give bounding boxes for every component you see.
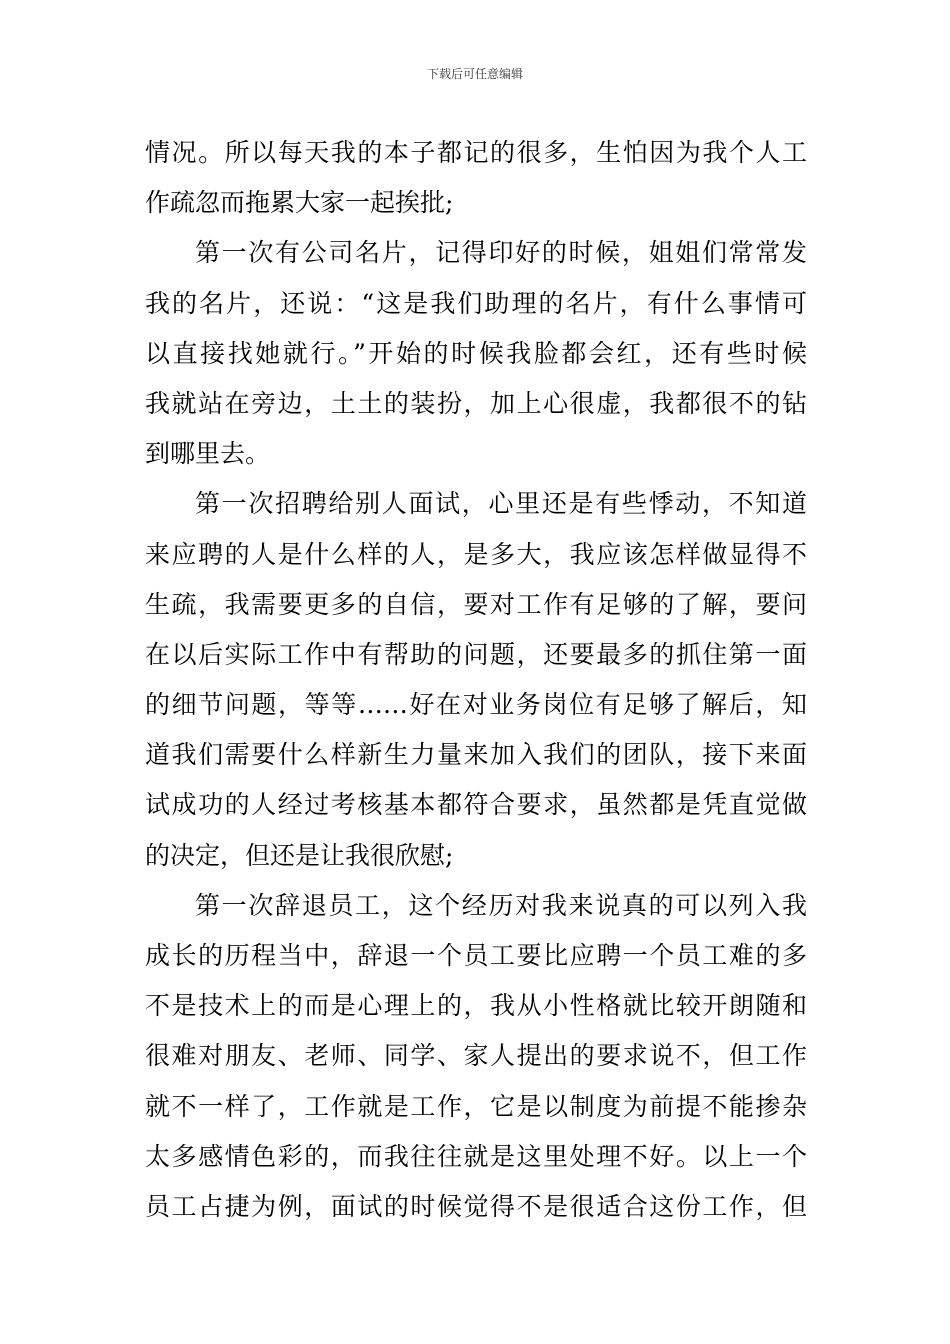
text-line: 以直接找她就行。”开始的时候我脸都会红，还有些时候 [145,338,807,368]
text-line: 太多感情色彩的，而我往往就是这里处理不好。以上一个 [145,1141,807,1171]
text-line: 成长的历程当中，辞退一个员工要比应聘一个员工难的多 [145,941,807,970]
text-line: 试成功的人经过考核基本都符合要求，虽然都是凭直觉做 [145,790,807,820]
text-line: 到哪里去。 [145,439,271,469]
text-line: 作疏忽而拖累大家一起挨批; [145,188,454,218]
text-line: 我就站在旁边，土土的装扮，加上心很虚，我都很不的钻 [145,388,807,418]
text-line: 道我们需要什么样新生力量来加入我们的团队，接下来面 [145,740,807,770]
text-line: 的决定，但还是让我很欣慰; [145,840,454,870]
text-line: 我的名片，还说：“这是我们助理的名片，有什么事情可 [145,288,807,318]
text-line: 的细节问题，等等……好在对业务岗位有足够了解后，知 [145,690,807,720]
page-header: 下载后可任意编辑 [426,67,523,81]
text-line: 在以后实际工作中有帮助的问题，还要最多的抓住第一面 [145,639,807,669]
text-line: 很难对朋友、老师、同学、家人提出的要求说不，但工作 [145,1041,807,1071]
text-line: 第一次有公司名片，记得印好的时候，姐姐们常常发 [195,238,807,268]
text-line: 来应聘的人是什么样的人，是多大，我应该怎样做显得不 [145,539,807,569]
text-line: 就不一样了，工作就是工作，它是以制度为前提不能掺杂 [145,1091,807,1121]
body-text [145,128,807,1232]
text-line: 情况。所以每天我的本子都记的很多，生怕因为我个人工 [145,138,807,167]
text-line: 员工占捷为例，面试的时候觉得不是很适合这份工作，但 [145,1191,807,1221]
text-line: 第一次招聘给别人面试，心里还是有些悸动，不知道 [195,489,807,519]
text-line: 生疏，我需要更多的自信，要对工作有足够的了解，要问 [145,589,807,619]
text-line: 不是技术上的而是心理上的，我从小性格就比较开朗随和 [145,991,807,1021]
text-line: 第一次辞退员工，这个经历对我来说真的可以列入我 [195,890,807,920]
